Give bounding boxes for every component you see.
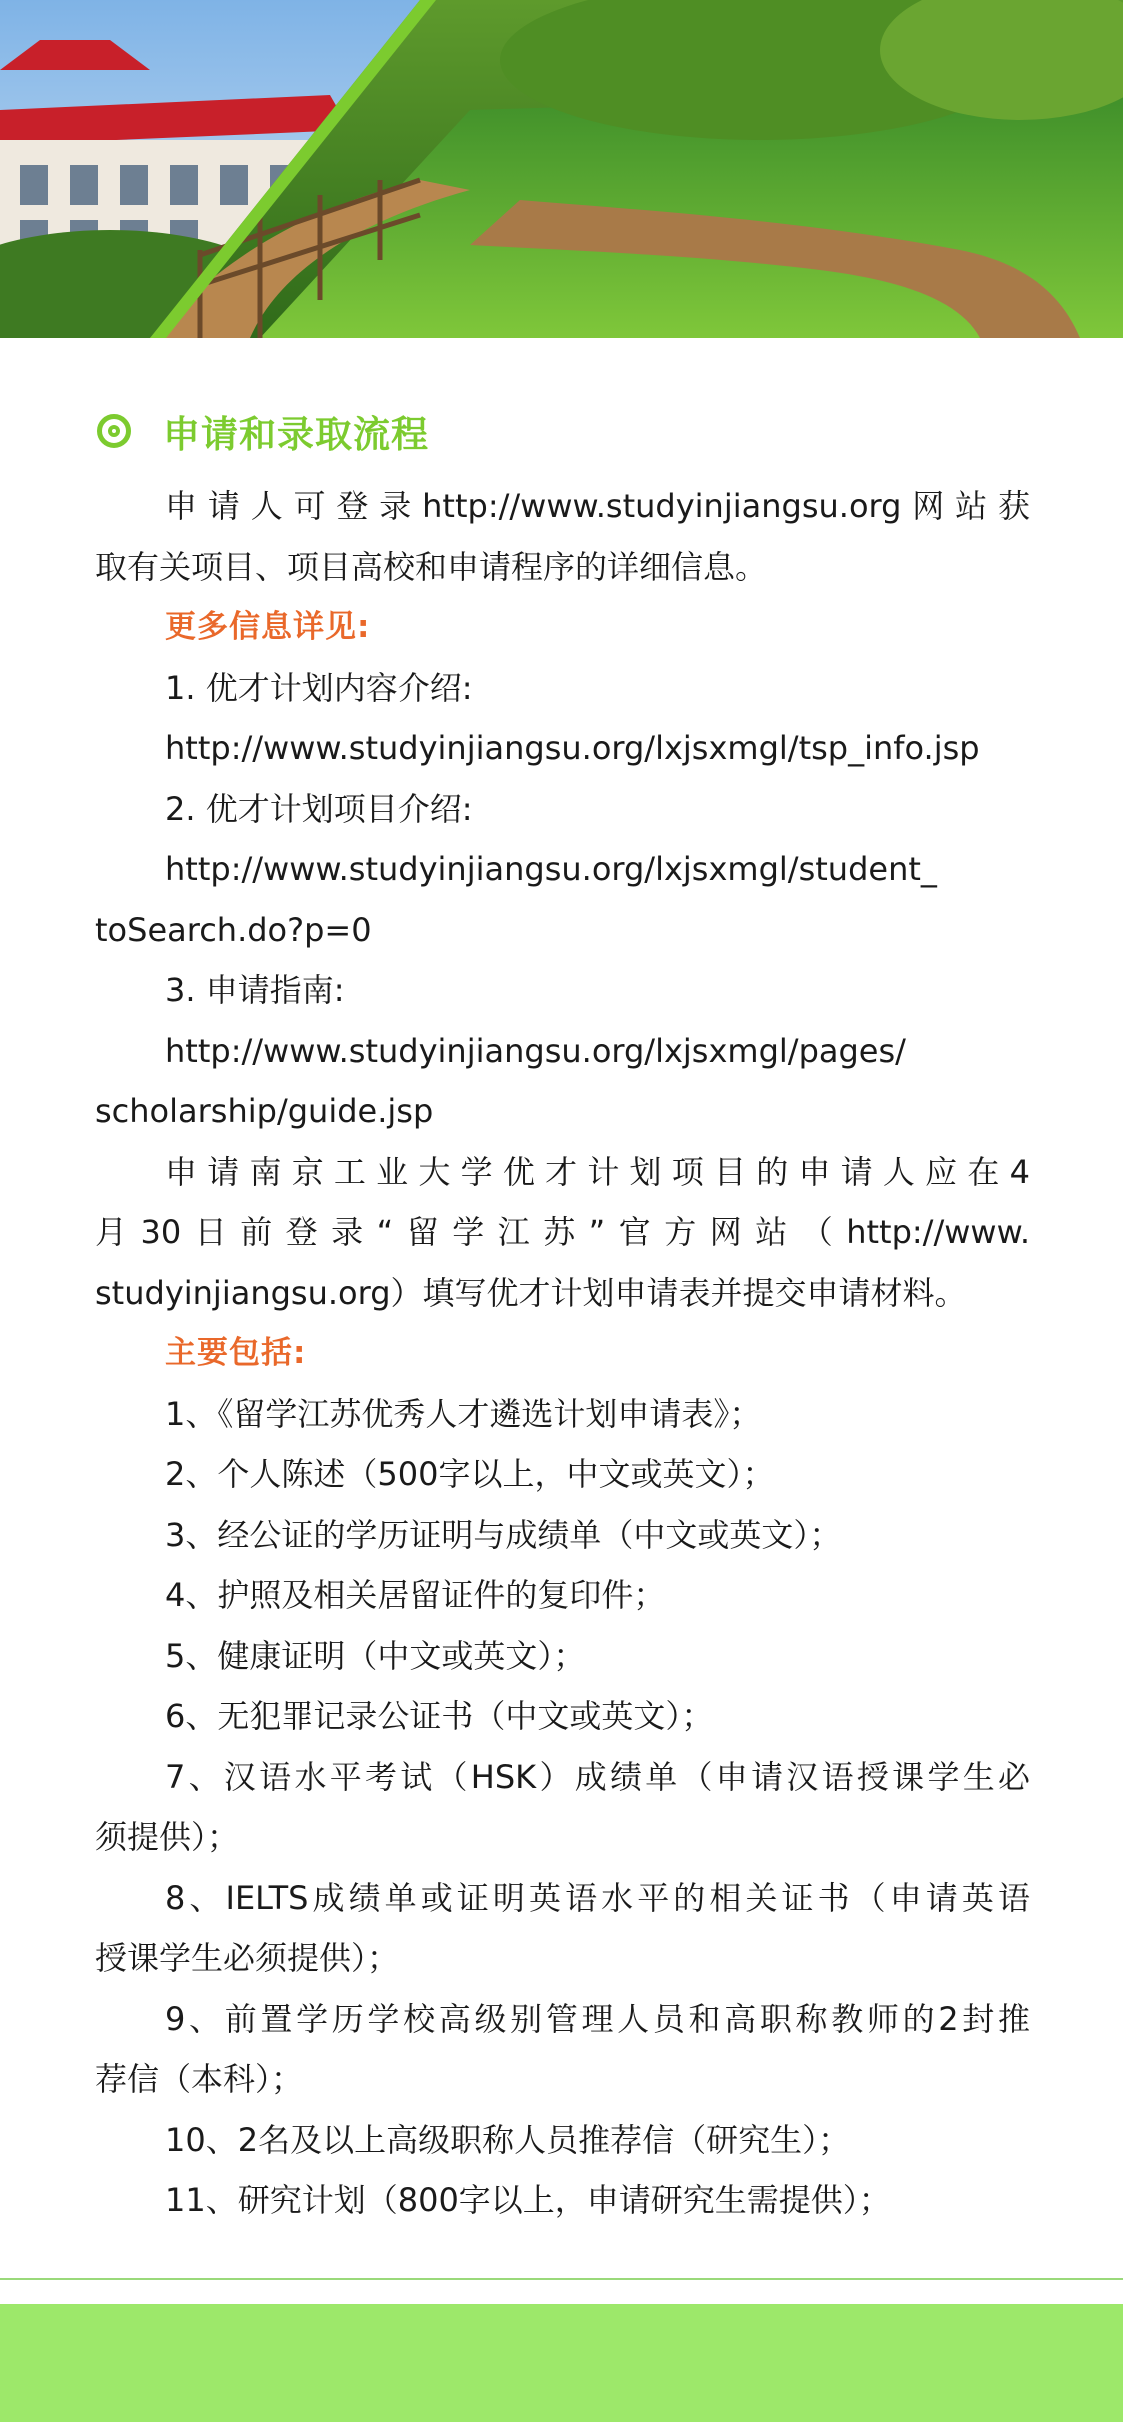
double-circle-icon	[97, 414, 131, 448]
section-heading	[95, 392, 1030, 470]
info-item-3-title: 3. 申请指南:	[165, 971, 345, 1009]
info-item-1-title: 1. 优才计划内容介绍:	[165, 668, 473, 707]
material-line: 1、《留学江苏优秀人才遴选计划申请表》；	[165, 1394, 762, 1433]
material-line: 3、经公证的学历证明与成绩单（中文或英文）；	[165, 1515, 842, 1554]
info-item-2-url-line-1: http://www.studyinjiangsu.org/lxjsxmgl/student_	[165, 850, 937, 888]
info-item-3-url-line-1: http://www.studyinjiangsu.org/lxjsxmgl/pages/	[165, 1031, 906, 1070]
section-title: 申请和录取流程	[163, 413, 429, 456]
info-item-2-title: 2. 优才计划项目介绍:	[165, 789, 473, 828]
material-line: 10、2名及以上高级职称人员推荐信（研究生）；	[165, 2120, 851, 2159]
campus-lake-image	[0, 0, 1123, 338]
info-item-1-url: http://www.studyinjiangsu.org/lxjsxmgl/tsp_info.jsp	[165, 729, 980, 767]
info-item-3-url-line-2: scholarship/guide.jsp	[95, 1092, 434, 1130]
footer-band	[0, 2304, 1123, 2422]
material-line-cont: 须提供）；	[95, 1818, 240, 1856]
more-info-label: 更多信息详见:	[165, 609, 371, 645]
header-photo	[0, 0, 1123, 338]
application-process-section	[95, 392, 1030, 2231]
intro-line-2: 取有关项目、项目高校和申请程序的详细信息。	[95, 547, 768, 586]
material-line-cont: 荐信（本科）；	[95, 2060, 304, 2098]
material-line: 5、健康证明（中文或英文）；	[165, 1636, 586, 1675]
apply-line-3: studyinjiangsu.org）填写优才计划申请表并提交申请材料。	[95, 1273, 967, 1312]
info-item-2-url-line-2: toSearch.do?p=0	[95, 910, 372, 949]
material-line: 7、汉语水平考试（HSK）成绩单（申请汉语授课学生必	[165, 1757, 1030, 1796]
material-line-cont: 授课学生必须提供）；	[95, 1939, 400, 1977]
material-line: 6、无犯罪记录公证书（中文或英文）；	[165, 1697, 714, 1735]
material-line: 9、前置学历学校高级别管理人员和高职称教师的2封推	[165, 1999, 1030, 2038]
apply-line-1: 申请南京工业大学优才计划项目的申请人应在4	[165, 1152, 1030, 1191]
materials-label: 主要包括:	[165, 1335, 307, 1371]
apply-line-2: 月30日前登录“留学江苏”官方网站（http://www.	[95, 1213, 1030, 1251]
intro-line-1: 申请人可登录http://www.studyinjiangsu.org网站获	[165, 487, 1030, 525]
footer-divider	[0, 2278, 1123, 2280]
material-line: 4、护照及相关居留证件的复印件；	[165, 1576, 666, 1614]
material-line: 2、个人陈述（500字以上，中文或英文）；	[165, 1455, 775, 1493]
material-line: 11、研究计划（800字以上，申请研究生需提供）；	[165, 2181, 891, 2219]
material-line: 8、IELTS成绩单或证明英语水平的相关证书（申请英语	[165, 1878, 1030, 1917]
